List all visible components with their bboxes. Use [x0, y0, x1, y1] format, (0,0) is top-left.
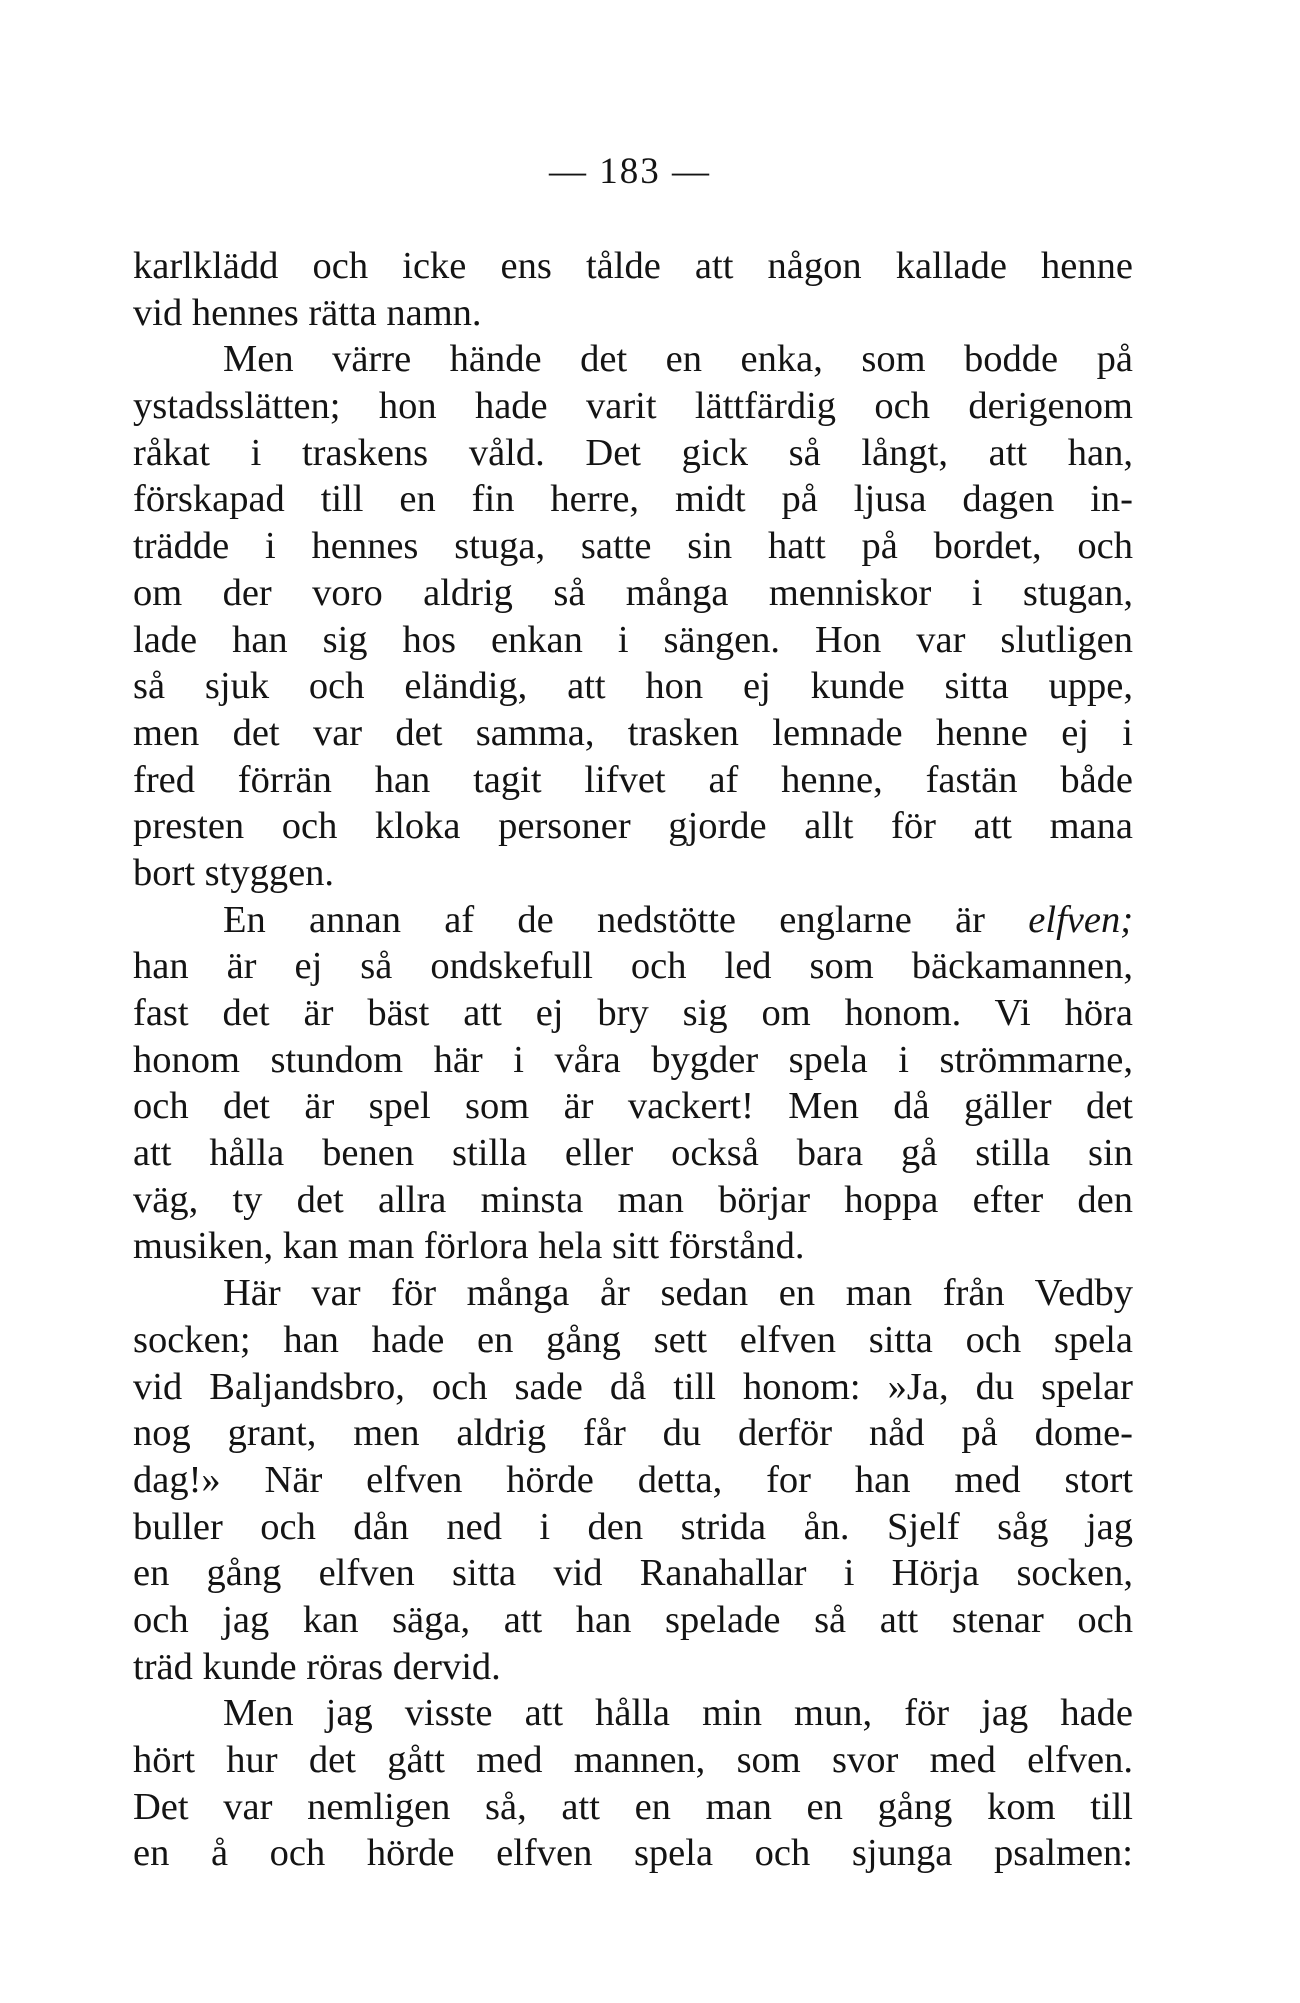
text-line: bort styggen.	[133, 851, 335, 894]
paragraph-start-line: Här var för många år sedan en man från Vedby	[223, 1272, 1133, 1315]
text-line: honom stundom här i våra bygder spela i strömmarne,	[133, 1038, 1133, 1081]
text-line: musiken, kan man förlora hela sitt förstånd.	[133, 1225, 805, 1268]
text-line: om der voro aldrig så många menniskor i stugan,	[133, 571, 1133, 614]
text-line: han är ej så ondskefull och led som bäckamannen,	[133, 945, 1133, 988]
text-line: ystadsslätten; hon hade varit lättfärdig och derigenom	[133, 385, 1133, 428]
text-line: en gång elfven sitta vid Ranahallar i Hörja socken,	[133, 1552, 1133, 1595]
text-line: att hålla benen stilla eller också bara gå stilla sin	[133, 1132, 1133, 1175]
text-line: dag!» När elfven hörde detta, for han med stort	[133, 1458, 1133, 1501]
text-line: vid hennes rätta namn.	[133, 291, 482, 334]
text-line: vid Baljandsbro, och sade då till honom: »Ja, du spelar	[133, 1365, 1133, 1408]
body-text	[133, 243, 1133, 1877]
text-line: lade han sig hos enkan i sängen. Hon var slutligen	[133, 618, 1133, 661]
paragraph-start-line	[133, 897, 1133, 944]
text-line: men det var det samma, trasken lemnade henne ej i	[133, 711, 1133, 754]
text-line: väg, ty det allra minsta man börjar hoppa efter den	[133, 1178, 1133, 1221]
text-line: och jag kan säga, att han spelade så att stenar och	[133, 1598, 1133, 1641]
text-line: socken; han hade en gång sett elfven sitta och spela	[133, 1318, 1133, 1361]
text-line: träd kunde röras dervid.	[133, 1645, 501, 1688]
text-line: nog grant, men aldrig får du derför nåd på dome-	[133, 1412, 1133, 1455]
paragraph-start-line: Men värre hände det en enka, som bodde på	[223, 338, 1133, 381]
text-line: karlklädd och icke ens tålde att någon kallade henne	[133, 245, 1133, 287]
text-line: förskapad till en fin herre, midt på ljusa dagen in-	[133, 478, 1133, 521]
text-line: hört hur det gått med mannen, som svor med elfven.	[133, 1739, 1133, 1781]
text-line: en å och hörde elfven spela och sjunga psalmen:	[133, 1832, 1133, 1875]
text-line: trädde i hennes stuga, satte sin hatt på bordet, och	[133, 525, 1133, 568]
text-line: presten och kloka personer gjorde allt för att mana	[133, 805, 1133, 848]
page-number: — 183 —	[549, 151, 711, 192]
text-line: fast det är bäst att ej bry sig om honom. Vi höra	[133, 992, 1133, 1034]
text-line: råkat i traskens våld. Det gick så långt, att han,	[133, 431, 1133, 474]
italic-term: elfven;	[1028, 898, 1134, 941]
text-line: Det var nemligen så, att en man en gång kom till	[133, 1785, 1133, 1828]
text-segment: En annan af de nedstötte englarne är	[223, 898, 985, 941]
text-line: buller och dån ned i den strida ån. Sjelf såg jag	[133, 1505, 1133, 1548]
paragraph-start-line: Men jag visste att hålla min mun, för jag hade	[223, 1692, 1133, 1735]
text-line: fred förrän han tagit lifvet af henne, fastän både	[133, 758, 1133, 801]
text-line: så sjuk och eländig, att hon ej kunde sitta uppe,	[133, 665, 1133, 708]
text-line: och det är spel som är vackert! Men då gäller det	[133, 1085, 1133, 1128]
